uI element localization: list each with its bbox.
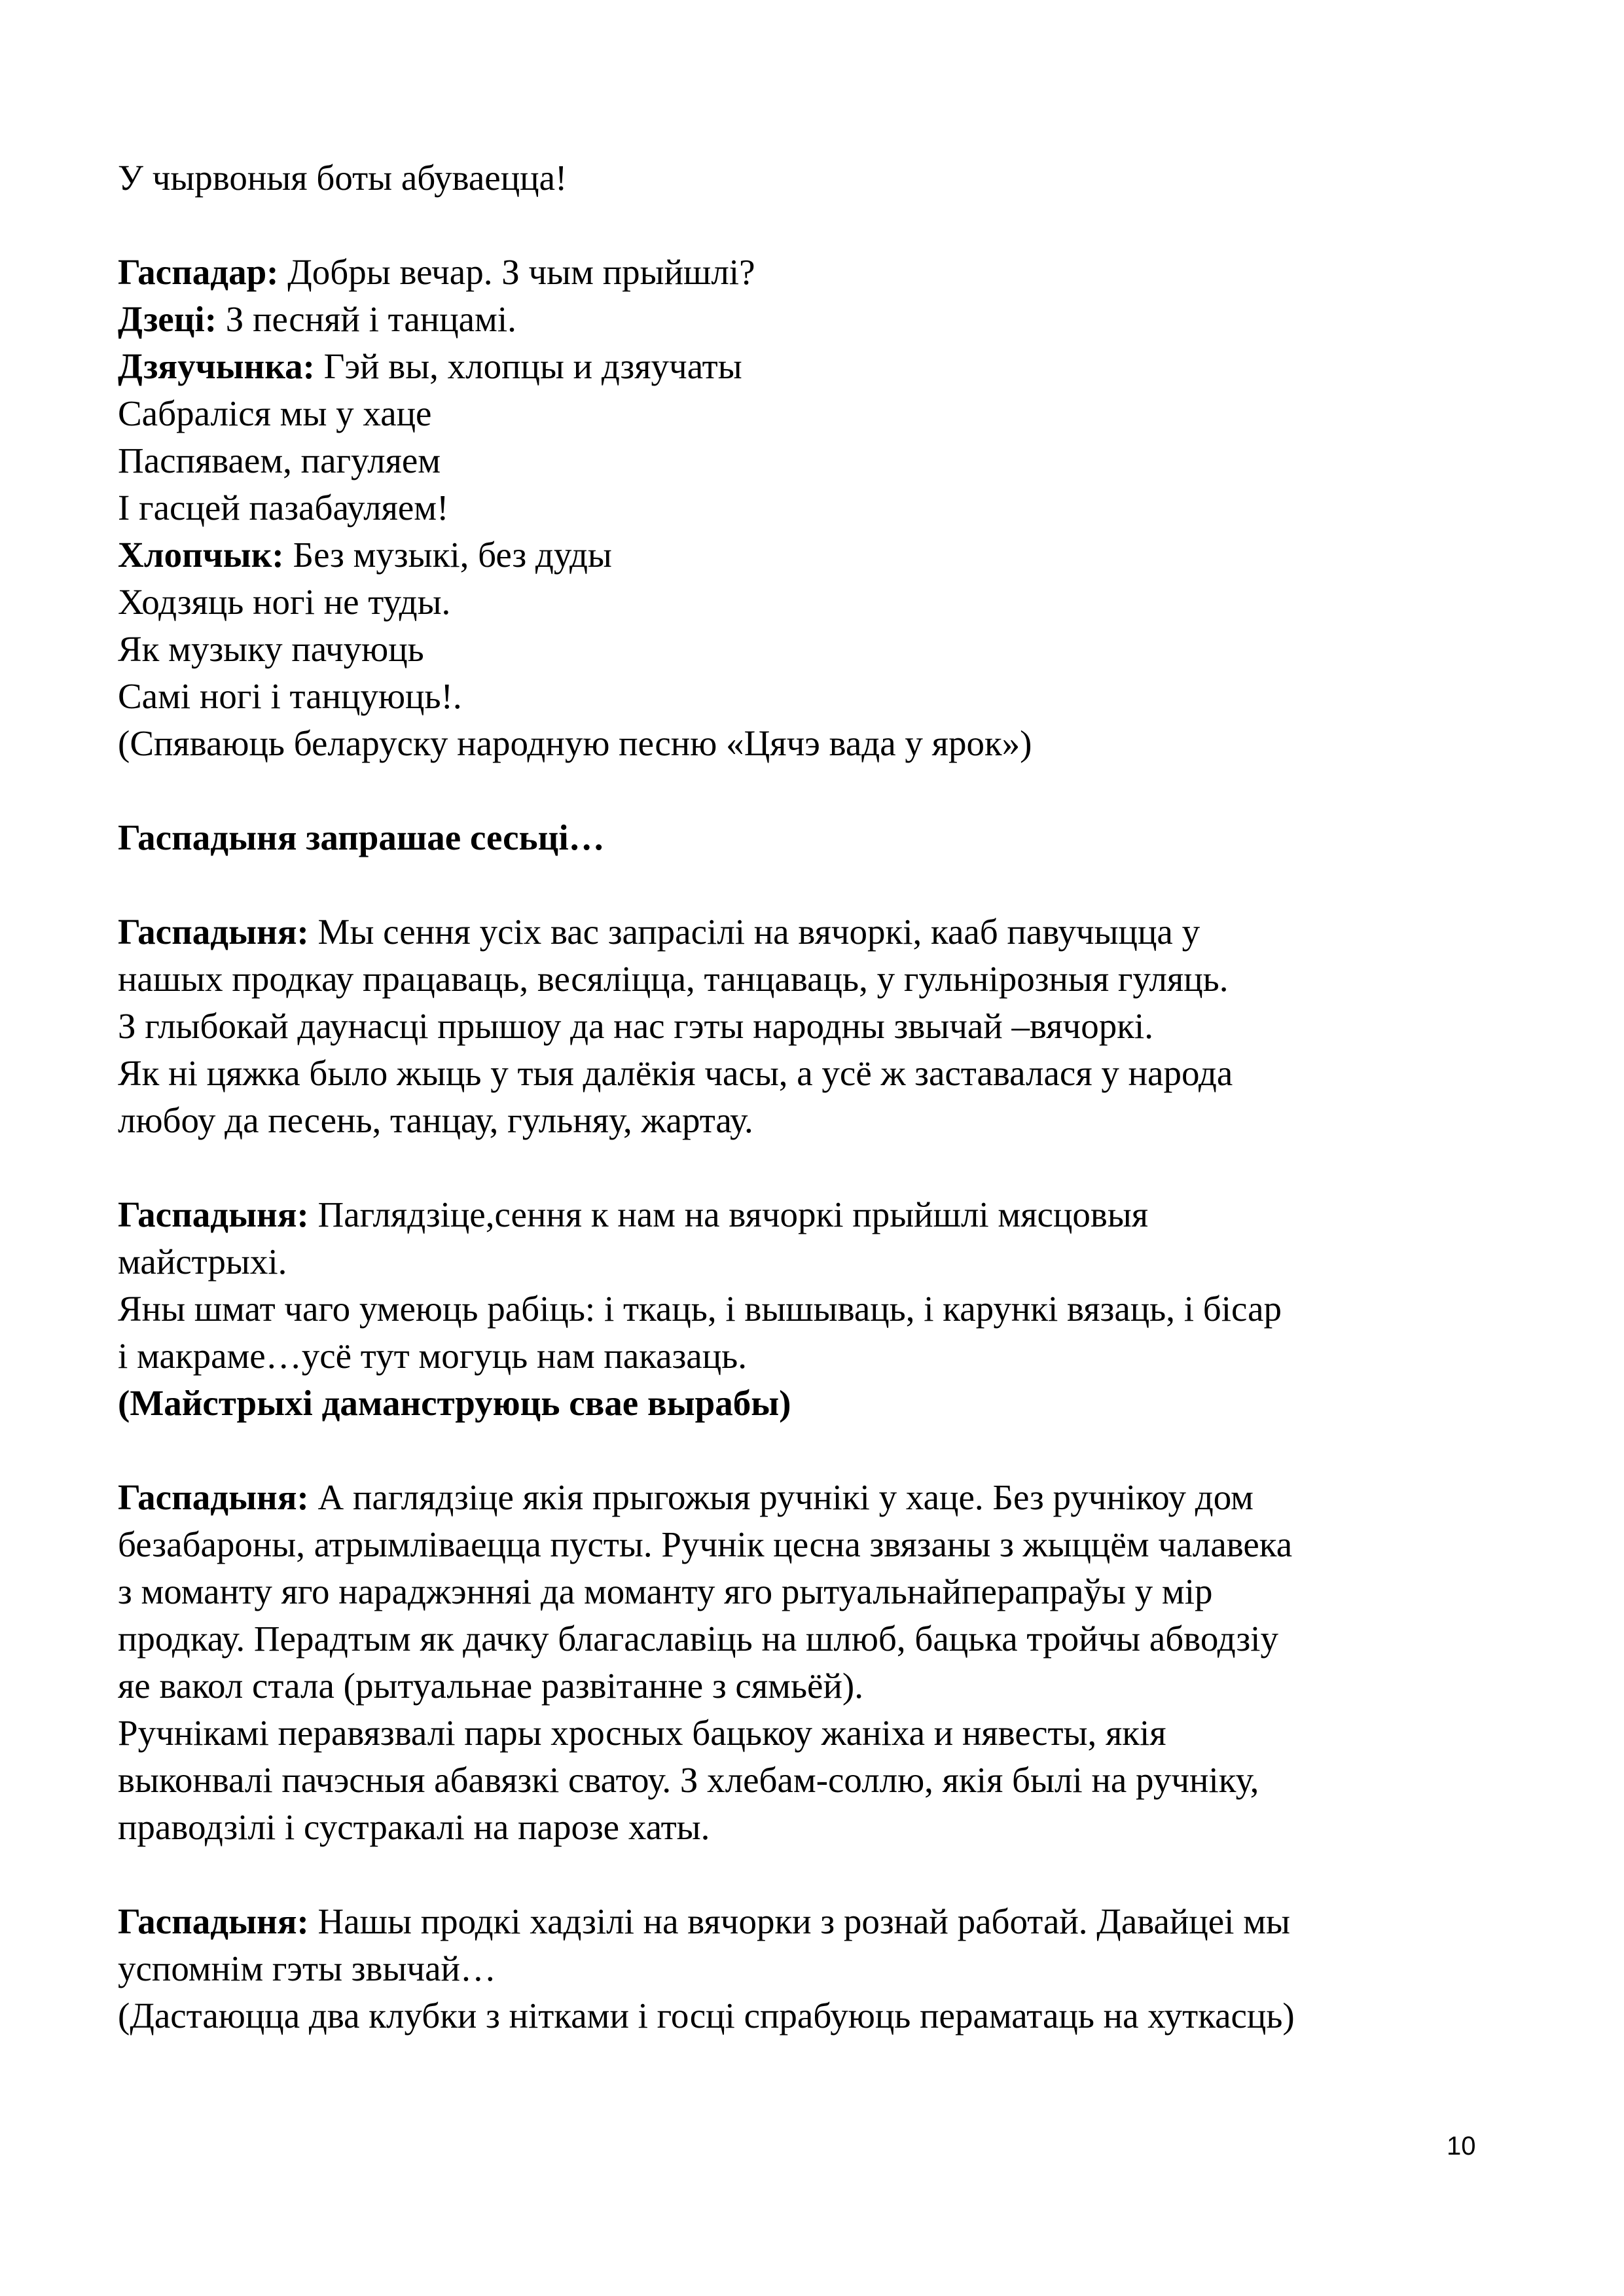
speaker-label: Дзяучынка: [118, 346, 315, 386]
dialogue-line [118, 249, 1519, 296]
dialogue-line [118, 1474, 1519, 1521]
speaker-label: Гаспадар: [118, 252, 279, 292]
speaker-label: Гаспадыня: [118, 1477, 309, 1517]
speaker-label: Гаспадыня: [118, 912, 309, 952]
page-number: 10 [1447, 2132, 1476, 2161]
paragraph-gap [118, 1144, 1519, 1191]
text-line: безабароны, атрымліваецца пусты. Ручнік цесна звязаны з жыццём чалавека [118, 1524, 1293, 1564]
dialogue-text: Нашы продкі хадзілі на вячорки з рознай работай. Давайцеі мы [308, 1901, 1290, 1941]
speaker-label: Хлопчык: [118, 535, 284, 575]
text-line: успомнім гэты звычай… [118, 1948, 496, 1988]
text-line: яе вакол стала (рытуальнае развітанне з сямьёй). [118, 1666, 863, 1706]
dialogue-line [118, 296, 1519, 343]
dialogue-text: А паглядзіце якія прыгожыя ручнікі у хаце. Без ручнікоу дом [308, 1477, 1254, 1517]
text-line: Як ні цяжка было жыць у тыя далёкія часы, а усё ж заставалася у народа [118, 1053, 1233, 1093]
stage-direction: (Спяваюць беларуску народную песню «Цячэ вада у ярок») [118, 723, 1032, 763]
text-line: Яны шмат чаго умеюць рабіць: і ткаць, і вышываць, і карункі вязаць, і бісар [118, 1289, 1282, 1329]
text-line: выконвалі пачэсныя абавязкі сватоу. З хлебам-соллю, якія былі на ручніку, [118, 1760, 1259, 1800]
speaker-label: Гаспадыня: [118, 1901, 309, 1941]
verse-line: Паспяваем, пагуляем [118, 440, 441, 480]
speaker-label: Гаспадыня: [118, 1194, 309, 1234]
paragraph-gap [118, 1427, 1519, 1474]
verse-line: Ходзяць ногі не туды. [118, 582, 451, 622]
stage-direction-bold: (Майстрыхі даманструюць свае вырабы) [118, 1383, 791, 1423]
verse-line: І гасцей пазабауляем! [118, 488, 449, 528]
paragraph-gap [118, 202, 1519, 249]
text-line: У чырвоныя боты абуваецца! [118, 158, 568, 198]
dialogue-text: Паглядзіце,сення к нам на вячоркі прыйшлі мясцовыя [308, 1194, 1149, 1234]
dialogue-text: Добры вечар. З чым прыйшлі? [278, 252, 755, 292]
text-line: праводзілі і сустракалі на парозе хаты. [118, 1807, 710, 1847]
text-line: майстрыхі. [118, 1242, 287, 1282]
verse-line: Як музыку пачуюць [118, 629, 424, 669]
stage-direction: (Дастаюцца два клубки з нітками і госці спрабуюць пераматаць на хуткасць) [118, 1996, 1295, 2036]
dialogue-text: Мы сення усіх вас запрасілі на вячоркі, кааб павучыцца у [308, 912, 1200, 952]
dialogue-line [118, 1898, 1519, 1945]
speaker-label: Дзеці: [118, 299, 217, 339]
paragraph-gap [118, 1851, 1519, 1898]
text-line: продкау. Перадтым як дачку благаславіць на шлюб, бацька тройчы абводзіу [118, 1619, 1278, 1659]
dialogue-text: Гэй вы, хлопцы и дзяучаты [314, 346, 742, 386]
verse-line: Самі ногі і танцуюць!. [118, 676, 462, 716]
document-body [118, 154, 1519, 2039]
verse-line: Сабраліся мы у хаце [118, 393, 432, 433]
text-line: нашых продкау працаваць, весяліцца, танцаваць, у гульнірозныя гуляць. [118, 959, 1229, 999]
dialogue-text: З песняй і танцамі. [217, 299, 516, 339]
paragraph-gap [118, 767, 1519, 814]
dialogue-line [118, 1191, 1519, 1238]
text-line: З глыбокай даунасці прышоу да нас гэты народны звычай –вячоркі. [118, 1006, 1153, 1046]
dialogue-line [118, 531, 1519, 579]
section-heading: Гаспадыня запрашае сесьці… [118, 817, 605, 857]
text-line: з моманту яго нараджэнняі да моманту яго рытуальнайперапраўы у мір [118, 1571, 1213, 1611]
text-line: і макраме…усё тут могуць нам паказаць. [118, 1336, 747, 1376]
dialogue-line [118, 908, 1519, 956]
dialogue-text: Без музыкі, без дуды [283, 535, 612, 575]
dialogue-line [118, 343, 1519, 390]
paragraph-gap [118, 861, 1519, 908]
text-line: любоу да песень, танцау, гульняу, жартау. [118, 1100, 753, 1140]
text-line: Ручнікамі перавязвалі пары хросных бацькоу жаніха и нявесты, якія [118, 1713, 1166, 1753]
